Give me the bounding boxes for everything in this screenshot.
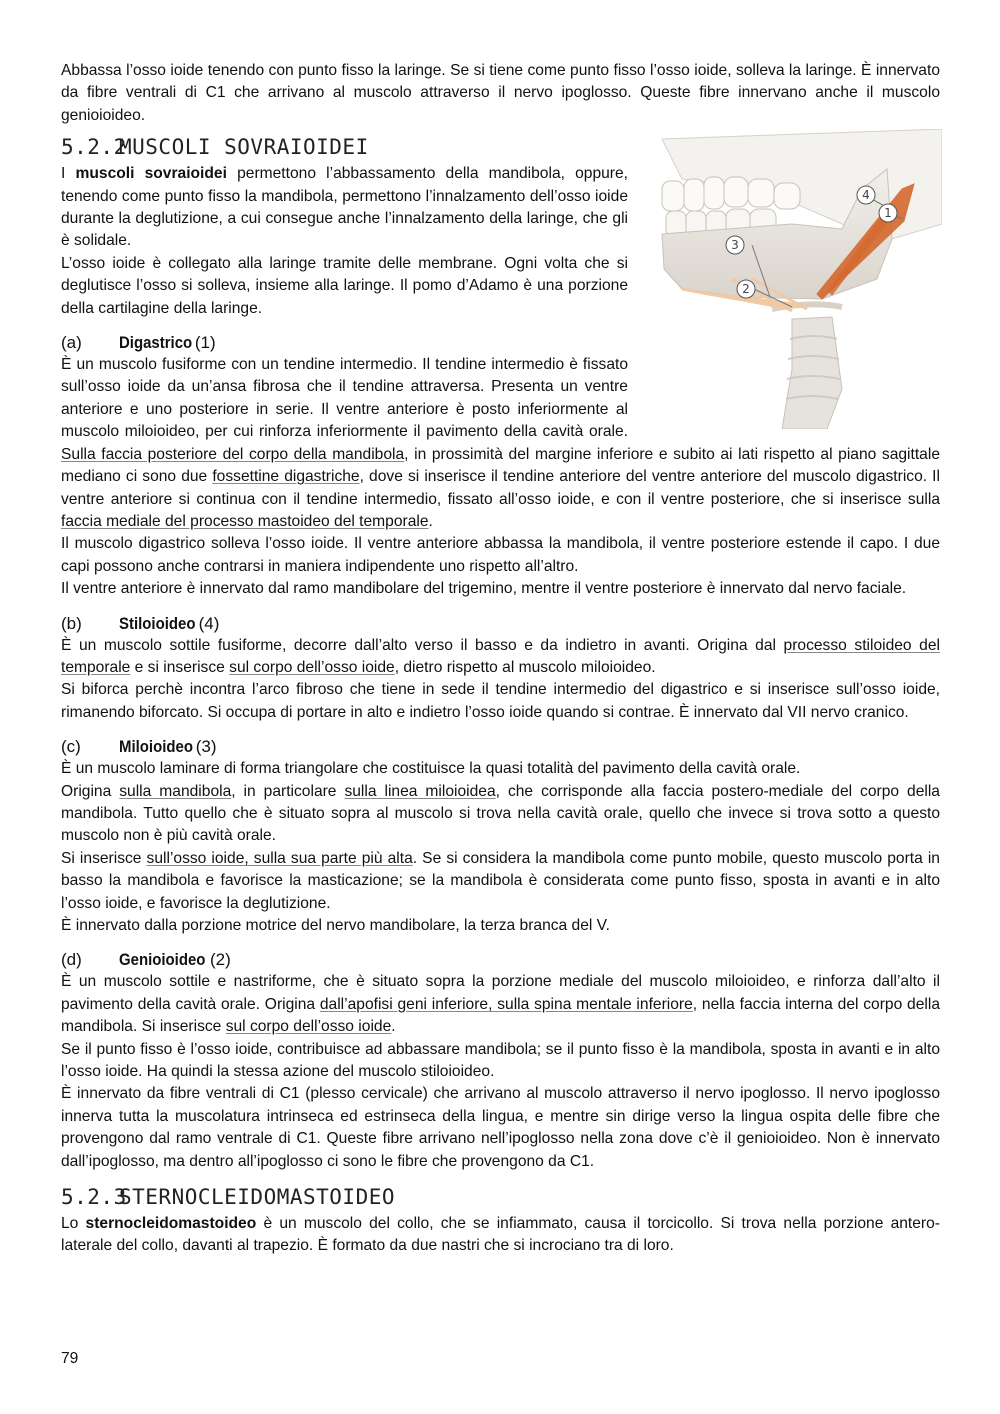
sovraioidei-paragraph-2: L’osso ioide è collegato alla laringe tramite delle membrane. Ogni volta che si deglutisce l’osso si solleva, insieme alla laringe. Il pomo d’Adamo è una porzione della cartilagine della laringe.	[61, 254, 628, 317]
term-sternocleidomastoideo: sternocleidomastoideo	[85, 1215, 257, 1233]
digastrico-paragraph-3: Il ventre anteriore è innervato dal ramo mandibolare del trigemino, mentre il ventre posteriore è innervato dal nervo faciale.	[61, 580, 907, 598]
sovraioidei-paragraph-1: I muscoli sovraioidei permettono l’abbassamento della mandibola, oppure, tenendo come punto fisso la mandibola, permettono l’innalzamento dell’osso ioide durante la deglutizione, a cui consegue anche l’innalzamento della laringe, che gli è solidale.	[61, 165, 629, 250]
genioioideo-paragraph-1: È un muscolo sottile e nastriforme, che è situato sopra la porzione mediale del muscolo miloioideo, e rinforza dall’alto il pavimento della cavità orale. Origina dall’apofisi geni inferiore, sulla spina mentale inferiore, nella faccia interna del corpo della mandibola. Si inserisce sul corpo dell’osso ioide.	[61, 973, 941, 1036]
section-title: MUSCOLI SOVRAIOIDEI	[119, 135, 369, 160]
section-number: 5.2.3	[61, 1185, 127, 1210]
figure-label-2: 2	[742, 282, 750, 297]
suprahyoid-muscles-illustration	[642, 129, 942, 429]
muscle-name-stiloioideo: Stiloioideo	[119, 613, 196, 633]
stiloioideo-paragraph-1: È un muscolo sottile fusiforme, decorre dall’alto verso il basso e da indietro in avanti. Origina dal processo stiloideo del temporale e si inserisce sul corpo dell’osso ioide, dietro rispetto al muscolo miloioideo.	[61, 636, 940, 676]
figure-label-4: 4	[862, 188, 870, 203]
miloioideo-paragraph-4: È innervato dalla porzione motrice del nervo mandibolare, la terza branca del V.	[61, 917, 610, 934]
page-number: 79	[61, 1350, 79, 1367]
stiloioideo-paragraph-2: Si biforca perchè incontra l’arco fibroso che tiene in sede il tendine intermedio del digastrico e si inserisce sull’osso ioide, rimanendo biforcato. Si occupa di portare in alto e indietro l’osso ioide quando si contrae. È innervato dal VII nervo cranico.	[61, 681, 940, 721]
anatomy-figure	[642, 129, 942, 429]
section-number: 5.2.2	[61, 135, 127, 160]
subsection-digastrico: (a) Digastrico (1)	[61, 333, 216, 353]
term-muscoli-sovraioidei: muscoli sovraioidei	[75, 165, 227, 183]
miloioideo-paragraph-1: È un muscolo laminare di forma triangolare che costituisce la quasi totalità del pavimento della cavità orale.	[61, 760, 801, 778]
figure-label-3: 3	[731, 238, 739, 253]
muscle-name-genioioideo: Genioioideo	[119, 950, 206, 970]
subsection-stiloioideo: (b) Stiloioideo (4)	[61, 613, 220, 633]
sternocleidomastoideo-paragraph: Lo sternocleidomastoideo è un muscolo del collo, che se infiammato, causa il torcicollo. Si trova nella porzione antero-laterale del collo, davanti al trapezio. È formato da due nastri che si incrociano tra di loro.	[61, 1215, 940, 1255]
section-heading-5-2-3	[61, 1183, 940, 1211]
muscle-name-miloioideo: Miloioideo	[119, 737, 193, 757]
miloioideo-paragraph-3: Si inserisce sull’osso ioide, sulla sua parte più alta. Se si considera la mandibola come punto mobile, questo muscolo porta in basso la mandibola e favorisce la masticazione; se la mandibola è considerata come punto fisso, sposta in avanti e in alto l’osso ioide, e favorisce la deglutizione.	[61, 849, 940, 912]
muscle-name-digastrico: Digastrico	[119, 333, 193, 353]
digastrico-paragraph-1: È un muscolo fusiforme con un tendine intermedio. Il tendine intermedio è fissato sull’osso ioide da un’ansa fibrosa che il tendine attraversa. Presenta un ventre anteriore e uno posteriore in serie. Il ventre anteriore è posto inferiormente al muscolo miloioideo, per cui rinforza inferiormente il pavimento della cavità orale. Sulla faccia posteriore del corpo della mandibola, in prossimità del margine inferiore e subito ai lati rispetto al piano sagittale mediano ci sono due fossettine digastriche, dove si inserisce il tendine anteriore del ventre anteriore del muscolo digastrico. Il ventre anteriore si continua con il tendine intermedio, fissato all’osso ioide, e con il ventre posteriore, che si inserisce sulla faccia mediale del processo mastoideo del temporale.	[61, 356, 940, 530]
section-title: STERNOCLEIDOMASTOIDEO	[119, 1185, 396, 1210]
subsection-miloioideo: (c) Miloioideo (3)	[61, 737, 217, 757]
genioioideo-paragraph-3: È innervato da fibre ventrali di C1 (plesso cervicale) che arrivano al muscolo attraverso il nervo ipoglosso. Il nervo ipoglosso innerva tutta la muscolatura intrinseca ed estrinseca della lingua, e mentre sin dirige verso la lingua ospita delle fibre che provengono dal ramo ventrale di C1. Queste fibre arrivano nell’ipoglosso nella zona dove c’è il genioioideo. Non è innervato dall’ipoglosso, ma dentro all’ipoglosso ci sono le fibre che provengono da C1.	[61, 1085, 940, 1170]
subsection-genioioideo: (d) Genioioideo (2)	[61, 950, 231, 970]
page-content	[61, 60, 940, 1258]
digastrico-paragraph-2: Il muscolo digastrico solleva l’osso ioide. Il ventre anteriore abbassa la mandibola, il ventre posteriore estende il capo. I due capi possono anche contrarsi in maniera indipendente uno rispetto all’altro.	[61, 535, 940, 575]
miloioideo-paragraph-2: Origina sulla mandibola, in particolare sulla linea miloioidea, che corrisponde alla faccia postero-mediale del corpo della mandibola. Tutto quello che è situato sopra al muscolo si trova nella cavità orale, quello che invece si trova sotto a questo muscolo non è più cavità orale.	[61, 782, 940, 845]
genioioideo-paragraph-2: Se il punto fisso è l’osso ioide, contribuisce ad abbassare mandibola; se il punto fisso è la mandibola, sposta in avanti e in alto l’osso ioide. Ha quindi la stessa azione del muscolo stiloioideo.	[61, 1040, 940, 1081]
intro-paragraph: Abbassa l’osso ioide tenendo con punto fisso la laringe. Se si tiene come punto fisso l’osso ioide, solleva la laringe. È innervato da fibre ventrali di C1 che arrivano al muscolo attraverso il nervo ipoglosso. Queste fibre innervano anche il muscolo genioioideo.	[61, 62, 940, 124]
figure-label-1: 1	[884, 206, 892, 221]
